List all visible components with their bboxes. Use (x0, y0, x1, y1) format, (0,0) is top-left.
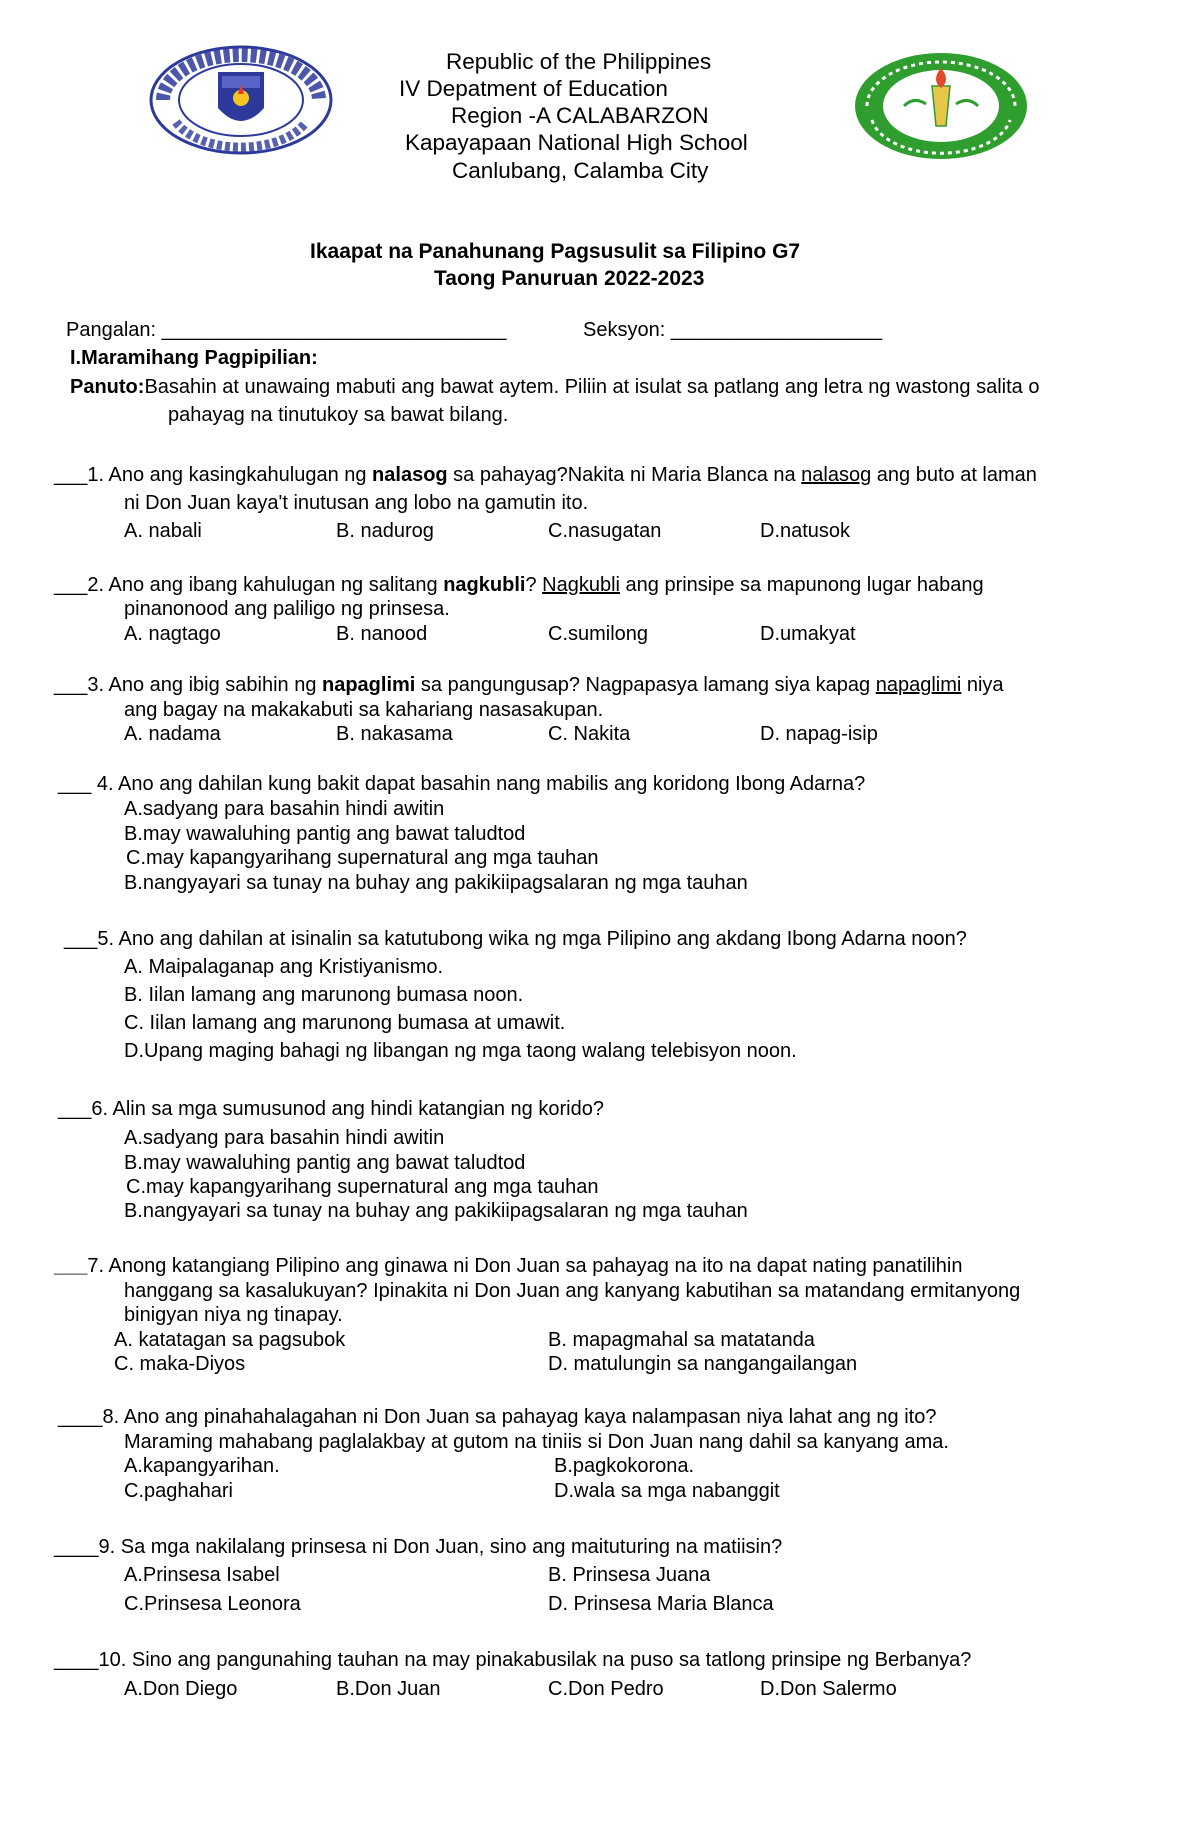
q6-choice-c[interactable]: C.may kapangyarihang supernatural ang mga tauhan (126, 1176, 599, 1198)
q7-choice-c[interactable]: C. maka-Diyos (114, 1353, 246, 1375)
q3-choice-c[interactable]: C. Nakita (548, 723, 631, 745)
question-2-cont: pinanonood ang paliligo ng prinsesa. (124, 598, 450, 620)
q1-choice-a[interactable]: A. nabali (124, 520, 202, 542)
q2-underlined-word: Nagkubli (542, 574, 620, 596)
q8-choice-d[interactable]: D.wala sa mga nabanggit (554, 1480, 780, 1502)
q3-underlined-word: napaglimi (875, 674, 962, 696)
q4-choice-d[interactable]: B.nangyayari sa tunay na buhay ang pakikiipagsalaran ng mga tauhan (124, 872, 748, 894)
q3-keyword: napaglimi (322, 674, 416, 696)
q9-choice-b[interactable]: B. Prinsesa Juana (548, 1564, 711, 1586)
q2-text-mid: ? (525, 574, 543, 596)
q5-choice-a[interactable]: A. Maipalaganap ang Kristiyanismo. (124, 956, 444, 978)
q2-choice-c[interactable]: C.sumilong (548, 623, 649, 645)
exam-title: Ikaapat na Panahunang Pagsusulit sa Filipino G7 (310, 240, 801, 263)
q1-text-end: ang buto at laman (871, 464, 1037, 486)
q6-choice-b[interactable]: B.may wawaluhing pantig ang bawat taludtod (124, 1152, 526, 1174)
q4-choice-b[interactable]: B.may wawaluhing pantig ang bawat taludtod (124, 823, 526, 845)
q3-text-mid: sa pangungusap? Nagpapasya lamang siya kapag (415, 674, 876, 696)
header-line-3: Region -A CALABARZON (451, 103, 709, 128)
question-8: ____8. Ano ang pinahahalagahan ni Don Juan sa pahayag kaya nalampasan niya lahat ang ng ito? (58, 1406, 937, 1428)
q2-keyword: nagkubli (443, 574, 526, 596)
school-year: Taong Panuruan 2022-2023 (434, 267, 705, 290)
q9-choice-c[interactable]: C.Prinsesa Leonora (124, 1593, 301, 1615)
question-7-cont-2: binigyan niya ng tinapay. (124, 1304, 343, 1326)
q3-choice-b[interactable]: B. nakasama (336, 723, 453, 745)
question-7 (54, 1254, 963, 1278)
deped-seal-logo (148, 44, 334, 156)
instructions (70, 375, 1039, 399)
q3-text-end: niya (961, 674, 1004, 696)
question-9: ____9. Sa mga nakilalang prinsesa ni Don Juan, sino ang maituturing na matiisin? (54, 1536, 783, 1558)
instructions-label: Panuto: (70, 376, 145, 398)
q10-choice-d[interactable]: D.Don Salermo (760, 1678, 897, 1700)
q9-choice-d[interactable]: D. Prinsesa Maria Blanca (548, 1593, 774, 1615)
q5-choice-d[interactable]: D.Upang maging bahagi ng libangan ng mga taong walang telebisyon noon. (124, 1040, 797, 1062)
q6-choice-a[interactable]: A.sadyang para basahin hindi awitin (124, 1127, 445, 1149)
q4-choice-c[interactable]: C.may kapangyarihang supernatural ang mga tauhan (126, 847, 599, 869)
q1-underlined-word: nalasog (801, 464, 872, 486)
q9-choice-a[interactable]: A.Prinsesa Isabel (124, 1564, 280, 1586)
q5-choice-b[interactable]: B. Iilan lamang ang marunong bumasa noon. (124, 984, 524, 1006)
q2-choice-b[interactable]: B. nanood (336, 623, 428, 645)
q3-choice-a[interactable]: A. nadama (124, 723, 221, 745)
q7-text: 7. Anong katangiang Pilipino ang ginawa ni Don Juan sa pahayag na ito na dapat nating panatilihin (87, 1255, 963, 1277)
q1-choice-b[interactable]: B. nadurog (336, 520, 434, 542)
instructions-text: Basahin at unawaing mabuti ang bawat aytem. Piliin at isulat sa patlang ang letra ng wastong salita o (144, 376, 1040, 398)
q2-text: ___2. Ano ang ibang kahulugan ng salitang (54, 574, 444, 596)
q3-choice-d[interactable]: D. napag-isip (760, 723, 878, 745)
q7-choice-d[interactable]: D. matulungin sa nangangailangan (548, 1353, 858, 1375)
question-4: ___ 4. Ano ang dahilan kung bakit dapat basahin nang mabilis ang koridong Ibong Adarna? (58, 773, 866, 795)
question-3-cont: ang bagay na makakabuti sa kahariang nasasakupan. (124, 699, 604, 721)
question-7-cont: hanggang sa kasalukuyan? Ipinakita ni Don Juan ang kanyang kabutihan sa matandang ermitanyong (124, 1280, 1021, 1302)
q6-choice-d[interactable]: B.nangyayari sa tunay na buhay ang pakikiipagsalaran ng mga tauhan (124, 1200, 748, 1222)
question-10: ____10. Sino ang pangunahing tauhan na may pinakabusilak na puso sa tatlong prinsipe ng Berbanya? (54, 1649, 972, 1671)
q10-choice-b[interactable]: B.Don Juan (336, 1678, 441, 1700)
q7-answer-blank[interactable]: ___ (54, 1255, 88, 1277)
q7-choice-b[interactable]: B. mapagmahal sa matatanda (548, 1329, 815, 1351)
q1-text-mid: sa pahayag?Nakita ni Maria Blanca na (447, 464, 802, 486)
instructions-text-cont: pahayag na tinutukoy sa bawat bilang. (168, 404, 509, 426)
q1-choice-d[interactable]: D.natusok (760, 520, 851, 542)
question-1-cont: ni Don Juan kaya't inutusan ang lobo na gamutin ito. (124, 492, 589, 514)
q7-choice-a[interactable]: A. katatagan sa pagsubok (114, 1329, 346, 1351)
header-line-1: Republic of the Philippines (446, 49, 712, 74)
q1-keyword: nalasog (372, 464, 448, 486)
q4-choice-a[interactable]: A.sadyang para basahin hindi awitin (124, 798, 445, 820)
q1-text: ___1. Ano ang kasingkahulugan ng (54, 464, 373, 486)
q10-choice-c[interactable]: C.Don Pedro (548, 1678, 664, 1700)
header-line-4: Kapayapaan National High School (405, 130, 748, 155)
q8-choice-b[interactable]: B.pagkokorona. (554, 1455, 695, 1477)
q8-choice-a[interactable]: A.kapangyarihan. (124, 1455, 280, 1477)
q2-text-end: ang prinsipe sa mapunong lugar habang (619, 574, 984, 596)
question-1 (54, 463, 1037, 487)
question-6: ___6. Alin sa mga sumusunod ang hindi katangian ng korido? (58, 1098, 604, 1120)
question-2 (54, 573, 984, 597)
section-field[interactable]: Seksyon: ___________________ (583, 319, 883, 341)
q5-choice-c[interactable]: C. Iilan lamang ang marunong bumasa at umawit. (124, 1012, 566, 1034)
part-heading: I.Maramihang Pagpipilian: (70, 347, 318, 369)
q1-choice-c[interactable]: C.nasugatan (548, 520, 662, 542)
school-seal-logo (852, 50, 1030, 162)
name-field[interactable]: Pangalan: _______________________________ (66, 319, 507, 341)
question-8-cont: Maraming mahabang paglalakbay at gutom na tiniis si Don Juan nang dahil sa kanyang ama. (124, 1431, 949, 1453)
q2-choice-a[interactable]: A. nagtago (124, 623, 221, 645)
q3-text: ___3. Ano ang ibig sabihin ng (54, 674, 322, 696)
header-line-2: IV Depatment of Education (399, 76, 668, 101)
question-5: ___5. Ano ang dahilan at isinalin sa katutubong wika ng mga Pilipino ang akdang Ibong Adarna noon? (64, 928, 967, 950)
header-line-5: Canlubang, Calamba City (452, 158, 709, 183)
q10-choice-a[interactable]: A.Don Diego (124, 1678, 238, 1700)
question-3 (54, 673, 1004, 697)
q2-choice-d[interactable]: D.umakyat (760, 623, 856, 645)
q8-choice-c[interactable]: C.paghahari (124, 1480, 233, 1502)
